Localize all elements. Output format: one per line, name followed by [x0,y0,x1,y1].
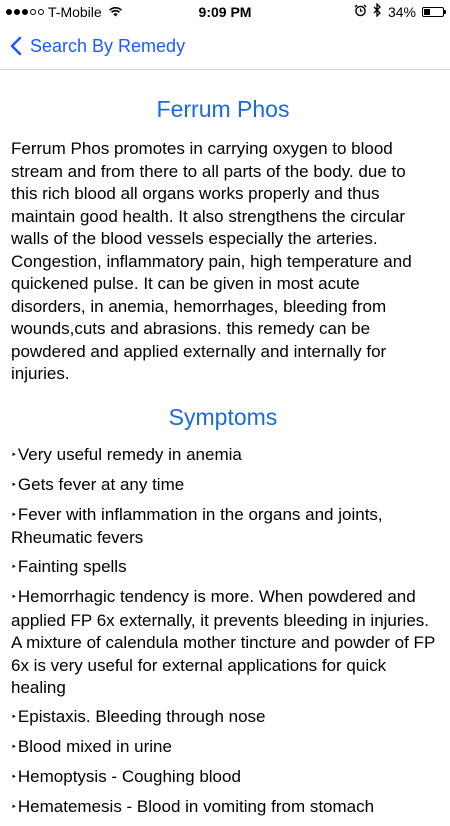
symptom-item [11,766,435,790]
navigation-bar [0,24,450,70]
bullet-icon: ‣ [11,712,17,723]
bullet-icon: ‣ [11,562,17,573]
symptom-text: Fever with inflammation in the organs and joints, Rheumatic fevers [11,504,383,547]
symptom-list [11,444,435,820]
bullet-icon: ‣ [11,772,17,783]
symptom-item [11,736,435,760]
symptom-item [11,504,435,550]
chevron-left-icon [10,36,22,56]
bullet-icon: ‣ [11,479,17,491]
bluetooth-icon [373,0,382,24]
status-time: 9:09 PM [198,4,252,20]
symptom-text: Epistaxis. Bleeding through nose [17,707,266,726]
symptom-text: Fainting spells [17,557,127,576]
symptom-item [11,556,435,580]
symptoms-heading: Symptoms [168,403,278,430]
back-button[interactable] [10,30,185,62]
symptom-text: Gets fever at any time [17,474,185,494]
symptom-item [11,474,435,498]
symptom-text: Hematemesis - Blood in vomiting from stomach [17,797,375,816]
bullet-icon: ‣ [11,592,17,603]
symptom-text: Hemoptysis - Coughing blood [17,767,241,786]
symptom-item [11,706,435,730]
bullet-icon: ‣ [11,449,17,461]
symptom-item [11,444,435,468]
remedy-detail [11,70,435,826]
symptom-text: Hemorrhagic tendency is more. When powdered and applied FP 6x externally, it prevents bleeding in injuries. A mixture of calendula mother tincture and powder of FP 6x is very useful for external applications for quick healing [11,587,435,697]
battery-level [424,9,430,15]
bullet-icon: ‣ [11,509,17,521]
remedy-description: Ferrum Phos promotes in carrying oxygen to blood stream and from there to all parts of the body. due to this rich blood all organs works properly and thus maintain good health. It also strengthens the circular walls of the blood vessels especially the arteries. Congestion, inflammatory pain, high temperature and quickened pulse. It can be given in most acute disorders, in anemia, hemorrhages, bleeding from wounds,cuts and abrasions. this remedy can be powdered and applied externally and internally for injuries. [11,139,412,383]
battery-icon [422,7,444,17]
carrier-name: T-Mobile [48,4,102,20]
status-bar-right [354,0,444,24]
remedy-title: Ferrum Phos [156,96,290,122]
battery-percent: 34% [387,4,416,20]
back-button-label: Search By Remedy [30,35,186,56]
symptom-text: Blood mixed in urine [17,737,172,756]
bullet-icon: ‣ [11,802,17,813]
status-bar [0,0,450,24]
alarm-icon [354,0,367,24]
symptom-text: Very useful remedy in anemia [17,444,242,464]
symptom-item [11,586,435,700]
bullet-icon: ‣ [11,742,17,753]
